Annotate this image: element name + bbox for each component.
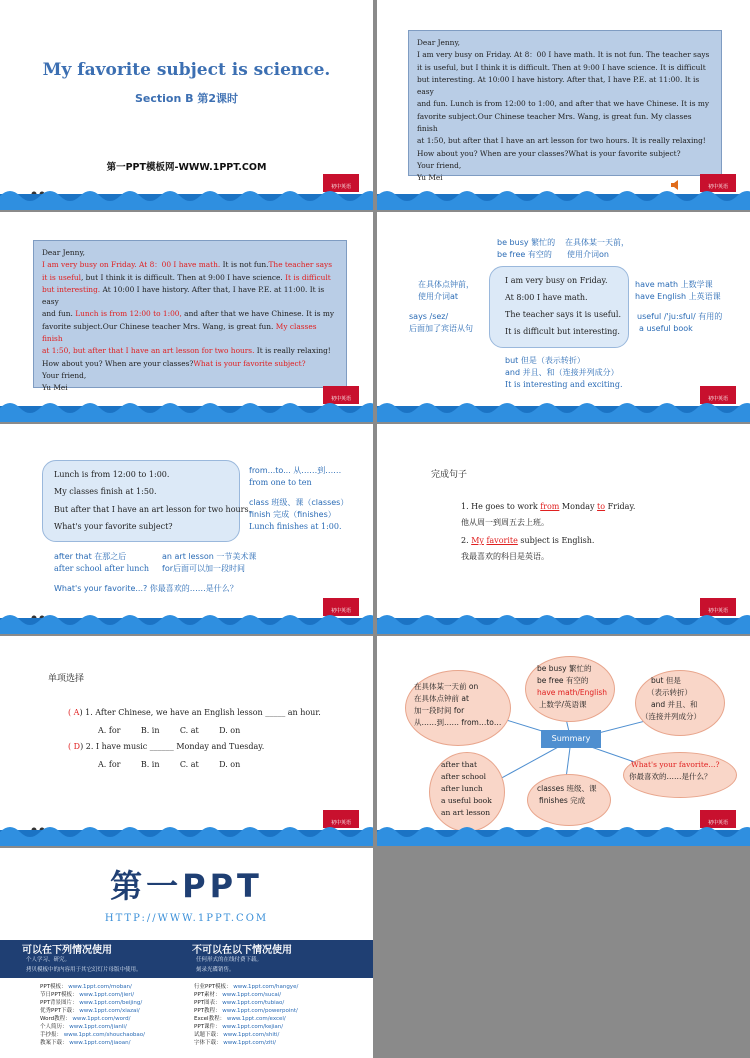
exercise-text: Friday. <box>605 502 636 511</box>
sentence: What's your favorite subject? <box>54 522 173 531</box>
note: It is interesting and exciting. <box>505 380 623 389</box>
links-right <box>194 984 298 1048</box>
slide-1[interactable] <box>0 0 373 210</box>
option: C. at <box>179 760 199 769</box>
cloud-line: be busy 繁忙的 <box>537 664 592 673</box>
letter-highlight: My classes finish <box>42 321 317 343</box>
link-label: 试题下载： <box>194 1031 222 1038</box>
cloud-line: an art lesson <box>441 808 491 817</box>
letter-card-annotated <box>33 240 347 393</box>
answer: to <box>597 502 606 511</box>
letter-highlight: It is difficult <box>285 272 331 282</box>
note: have math 上数学课 <box>635 280 713 289</box>
flag-label: 初中英语 <box>330 396 351 402</box>
can-use-title: 可以在下列情况使用 <box>22 945 112 956</box>
link-url[interactable]: www.1ppt.com/jianli/ <box>69 1023 127 1030</box>
exercise-line <box>461 500 635 514</box>
option: A. for <box>98 726 121 735</box>
slide-7[interactable] <box>0 636 373 846</box>
flag-label: 初中英语 <box>330 184 351 190</box>
sentence: But after that I have an art lesson for two hours. <box>54 505 252 514</box>
letter-text: and after that we have Chinese. It is my <box>181 309 335 319</box>
options-row <box>98 758 240 772</box>
cloud-line: 上数学/英语课 <box>539 700 587 709</box>
flag-label: 初中英语 <box>707 820 728 826</box>
waves-decoration <box>377 396 750 422</box>
note: finish 完成（finishes） <box>249 510 336 519</box>
note: Lunch finishes at 1:00. <box>249 522 342 531</box>
cloud-line: a useful book <box>441 796 492 805</box>
cloud-line: classes 班级、课 <box>537 784 597 793</box>
letter-text: How about you? When are your classes? <box>42 358 194 368</box>
note: 在具体某一天前， <box>565 238 629 247</box>
letter-line: How about you? When are your classes?What is your favorite subject? <box>417 148 681 158</box>
cloud-line: after that <box>441 760 477 769</box>
links-left <box>40 984 145 1048</box>
waves-decoration <box>0 184 373 210</box>
option: C. at <box>179 726 199 735</box>
link-url[interactable]: www.1ppt.com/word/ <box>72 1015 131 1022</box>
link-label: Excel教程： <box>194 1015 226 1022</box>
letter-line: it is useful, but I think it is difficult. Then at 9:00 I have science. It is difficult <box>417 62 706 72</box>
note: 后面加了宾语从句 <box>409 324 473 333</box>
link-label: PPT素材： <box>194 991 221 998</box>
cloud-line: be free 有空的 <box>537 676 589 685</box>
cannot-use-item: 任何形式的在线付费下载。 <box>196 957 263 963</box>
cloud-line: finishes 完成 <box>539 796 586 805</box>
exercise-translation: 他从周一到周五去上班。 <box>461 518 549 527</box>
link-url[interactable]: www.1ppt.com/hangye/ <box>233 984 299 990</box>
link-url[interactable]: www.1ppt.com/kejian/ <box>222 1023 284 1030</box>
letter-card <box>408 30 722 183</box>
template-notice-slide[interactable] <box>0 848 373 1058</box>
question-text: ) 1. After Chinese, we have an English lesson _____ an hour. <box>79 708 321 717</box>
question-line: ( D) 2. I have music ______ Monday and Tuesday. <box>68 742 265 751</box>
cloud-line: （连接并列成分） <box>641 712 701 721</box>
link-label: 优秀PPT下载： <box>40 1007 78 1014</box>
link-label: 行业PPT模板： <box>194 984 232 990</box>
cloud-line: after lunch <box>441 784 483 793</box>
link-url[interactable]: www.1ppt.com/tubiao/ <box>222 999 285 1006</box>
cloud-line: have math/English <box>537 688 607 697</box>
waves-decoration <box>377 608 750 634</box>
note: an art lesson 一节美术课 <box>162 552 257 561</box>
option: A. for <box>98 760 121 769</box>
slide-2[interactable] <box>377 0 750 210</box>
waves-decoration <box>377 184 750 210</box>
slide-4[interactable] <box>377 212 750 422</box>
note: but 但是（表示转折） <box>505 356 585 365</box>
cloud-line: 加一段时间 for <box>414 706 465 715</box>
note: from...to... 从……到…… <box>249 466 342 475</box>
letter-text: , but I think it is difficult. Then at 9:00 I have science. <box>80 272 286 282</box>
cloud-line: and 并且、和 <box>651 700 698 709</box>
sentence: It is difficult but interesting. <box>505 327 620 336</box>
letter-line: at 1:50, but after that I have an art lesson for two hours. It is really relaxing! <box>417 136 706 146</box>
link-label: 手抄报： <box>40 1031 63 1038</box>
note: says /sez/ <box>409 312 449 321</box>
waves-decoration <box>377 820 750 846</box>
letter-line: I am very busy on Friday. At 8：00 I have math. It is not fun. The teacher says <box>417 50 710 60</box>
brand-url[interactable]: HTTP://WWW.1PPT.COM <box>104 913 269 924</box>
letter-line: and fun. Lunch is from 12:00 to 1:00, and after that we have Chinese. It is my <box>417 99 710 109</box>
exercise-text: 1. He goes to work <box>461 502 541 511</box>
note: be busy 繁忙的 <box>497 238 556 247</box>
letter-highlight: The teacher says <box>268 260 332 270</box>
letter-highlight: but interesting. <box>42 284 101 294</box>
letter-text: It is not fun. <box>220 260 269 270</box>
slide-subtitle: Section B 第2课时 <box>134 92 239 105</box>
letter-line: Your friend, <box>42 370 87 380</box>
note: from one to ten <box>249 478 312 487</box>
section-heading: 完成句子 <box>431 470 468 480</box>
letter-highlight: I am very busy on Friday. At 8：00 I have math. <box>42 260 221 270</box>
slide-title: My favorite subject is science. <box>42 60 331 80</box>
link-label: 个人简历： <box>40 1023 68 1030</box>
question-line: ( A) 1. After Chinese, we have an English lesson _____ an hour. <box>68 708 321 717</box>
link-url[interactable]: www.1ppt.com/moban/ <box>68 984 132 990</box>
exercise-text: subject is English. <box>517 536 595 545</box>
link-url[interactable]: www.1ppt.com/shouchaobao/ <box>63 1031 146 1038</box>
section-heading: 单项选择 <box>48 674 85 684</box>
answer: from <box>540 502 560 511</box>
answer: My <box>471 536 484 545</box>
note: and 并且、和（连接并列成分） <box>505 368 619 377</box>
note: What's your favorite...? 你最喜欢的……是什么？ <box>54 584 238 593</box>
note: have English 上英语课 <box>635 292 721 301</box>
cloud-line: but 但是 <box>651 676 681 685</box>
letter-line: Yu Mei <box>42 383 68 393</box>
link-label: Word教程： <box>40 1015 71 1022</box>
can-use-item: 拷贝模板中的内容用于其它幻灯片母版中使用。 <box>26 967 142 973</box>
letter-text: and fun. <box>42 309 76 319</box>
letter-highlight: What is your favorite subject? <box>193 358 306 368</box>
note: after that 在那之后 <box>54 552 127 561</box>
waves-decoration <box>0 608 373 634</box>
slide-8[interactable] <box>377 636 750 846</box>
option: B. in <box>140 760 160 769</box>
sentence: My classes finish at 1:50. <box>54 487 157 496</box>
question-text: ) 2. I have music ______ Monday and Tuesday. <box>80 742 265 751</box>
option: B. in <box>140 726 160 735</box>
exercise-text: Monday <box>559 502 598 511</box>
exercise-text: 2. <box>461 536 472 545</box>
letter-highlight: at 1:50, but after that I have an art lesson for two hours. <box>42 346 255 356</box>
slide-6[interactable] <box>377 424 750 634</box>
note: 在具体点钟前， <box>418 280 474 289</box>
cannot-use-title: 不可以在以下情况使用 <box>192 945 292 956</box>
link-label: PPT图表： <box>194 999 221 1006</box>
link-label: PPT模板： <box>40 984 67 990</box>
flag-label: 初中英语 <box>707 608 728 614</box>
letter-greeting: Dear Jenny, <box>417 38 460 47</box>
flag-label: 初中英语 <box>330 608 351 614</box>
letter-line: Your friend, <box>417 160 462 170</box>
exercise-translation: 我最喜欢的科目是英语。 <box>461 552 549 561</box>
note: after school after lunch <box>54 564 150 573</box>
answer: A <box>73 708 80 717</box>
note: for后面可以加一段时间 <box>162 564 245 573</box>
letter-text: At 10:00 I have history. After that, I have P.E. at 11:00. It is easy <box>42 284 325 307</box>
summary-box: Summary <box>541 730 601 748</box>
note: class 班级、课（classes） <box>249 498 349 507</box>
letter-text: favorite subject.Our Chinese teacher Mrs. Wang, is great fun. <box>42 321 276 331</box>
options-row <box>98 724 240 738</box>
answer: D <box>73 742 81 751</box>
link-label: 字体下载： <box>194 1039 222 1046</box>
link-label: PPT课件： <box>194 1023 221 1030</box>
link-label: 节日PPT模板： <box>40 991 78 998</box>
flag-label: 初中英语 <box>330 820 351 826</box>
link-label: PPT教程： <box>194 1007 221 1014</box>
link-url[interactable]: www.1ppt.com/beijing/ <box>79 999 143 1006</box>
waves-decoration <box>0 820 373 846</box>
note: 使用介词at <box>418 292 459 301</box>
flag-label: 初中英语 <box>707 184 728 190</box>
link-label: PPT背景图片： <box>40 999 78 1006</box>
link-url[interactable]: www.1ppt.com/xiazai/ <box>79 1007 140 1014</box>
letter-highlight: it is useful <box>42 272 81 282</box>
option: D. on <box>219 760 241 769</box>
letter-text: It is really relaxing! <box>254 346 331 356</box>
link-label: 教案下载： <box>40 1039 68 1046</box>
cloud-line: after school <box>441 772 486 781</box>
can-use-item: 个人学习、研究。 <box>26 957 71 963</box>
link-url[interactable]: www.1ppt.com/jiaoan/ <box>69 1039 131 1046</box>
sentence: At 8:00 I have math. <box>505 293 588 302</box>
note: 使用介词on <box>567 250 609 259</box>
letter-line: Yu Mei <box>417 173 443 183</box>
sentence: Lunch is from 12:00 to 1:00. <box>54 470 170 479</box>
slide-3[interactable] <box>0 212 373 422</box>
link-url[interactable]: www.1ppt.com/excel/ <box>226 1015 286 1022</box>
slide-5[interactable] <box>0 424 373 634</box>
letter-line: but interesting. At 10:00 I have history. After that, I have P.E. at 11:00. It is easy <box>417 74 700 97</box>
answer: favorite <box>486 536 518 545</box>
letter-highlight: Lunch is from 12:00 to 1:00, <box>75 309 182 319</box>
flag-label: 初中英语 <box>707 396 728 402</box>
sentence: I am very busy on Friday. <box>505 276 608 285</box>
note: a useful book <box>639 324 693 333</box>
cloud-line: （表示转折） <box>647 688 692 697</box>
cloud-line: What's your favorite...? <box>631 760 720 769</box>
website-label: 第一PPT模板网-WWW.1PPT.COM <box>106 162 267 173</box>
letter-greeting: Dear Jenny, <box>42 248 85 257</box>
cloud-line: 从……到…… from…to… <box>414 718 502 727</box>
sentence: The teacher says it is useful. <box>505 310 621 319</box>
letter-line: favorite subject.Our Chinese teacher Mrs. Wang, is great fun. My classes finish <box>417 111 692 133</box>
exercise-line <box>461 534 594 548</box>
link-url[interactable]: www.1ppt.com/sucai/ <box>222 991 282 998</box>
note: useful /'ju:sful/ 有用的 <box>637 312 723 321</box>
link-url[interactable]: www.1ppt.com/powerpoint/ <box>222 1007 298 1014</box>
cloud-line: 在具体某一天前 on <box>414 682 479 691</box>
cloud-line: 你最喜欢的……是什么？ <box>629 772 712 781</box>
brand-logo: 第一PPT <box>110 867 263 905</box>
link-url[interactable]: www.1ppt.com/jieri/ <box>79 991 135 998</box>
cannot-use-item: 刻录光碟销售。 <box>196 967 235 973</box>
link-url[interactable]: www.1ppt.com/shiti/ <box>223 1031 280 1038</box>
waves-decoration <box>0 396 373 422</box>
note: be free 有空的 <box>497 250 552 259</box>
link-url[interactable]: www.1ppt.com/ziti/ <box>223 1039 276 1046</box>
cloud-line: 在具体点钟前 at <box>414 694 469 703</box>
option: D. on <box>219 726 241 735</box>
